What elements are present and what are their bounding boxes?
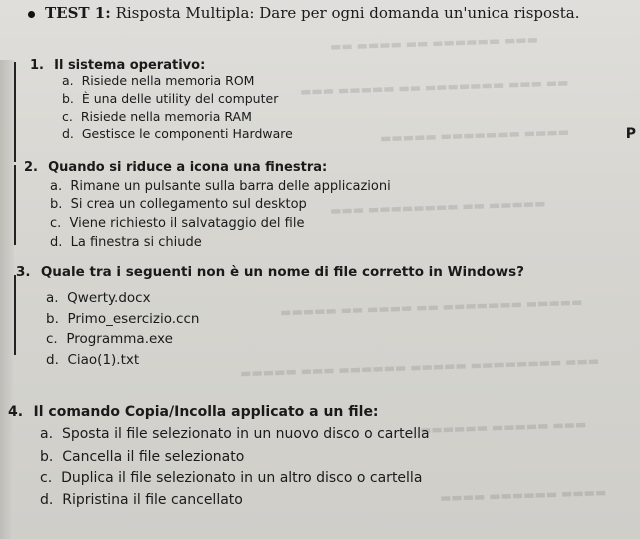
option-3a — [46, 290, 151, 306]
question-1 — [30, 58, 205, 73]
option-letter: a. — [50, 179, 63, 194]
bleed-through-text: ▬▬▬▬ ▬▬▬▬▬▬ ▬▬▬▬ — [439, 485, 607, 505]
option-text: Risiede nella memoria RAM — [80, 109, 252, 124]
option-letter: d. — [50, 235, 63, 250]
question-number: 3. — [16, 264, 31, 280]
question-number: 2. — [24, 160, 38, 175]
option-1d — [62, 126, 293, 141]
option-2a — [50, 179, 391, 194]
option-letter: a. — [62, 73, 74, 88]
option-text: Programma.exe — [66, 331, 173, 347]
option-letter: c. — [40, 470, 53, 486]
bleed-through-text: ▬▬▬▬▬ ▬▬ ▬▬▬▬ ▬▬ ▬▬▬▬▬▬▬ ▬▬▬▬▬ — [279, 294, 583, 320]
bleed-through-text: ▬▬▬ ▬▬▬▬▬▬▬▬ ▬▬ ▬▬▬▬▬ — [329, 196, 546, 218]
test-instruction: Risposta Multipla: Dare per ogni domanda un'unica risposta. — [115, 4, 580, 22]
option-letter: d. — [62, 126, 74, 141]
question-number: 4. — [8, 404, 24, 420]
option-text: La finestra si chiude — [70, 235, 202, 250]
option-text: Qwerty.docx — [67, 290, 151, 306]
option-2c — [50, 216, 304, 231]
bleed-through-text: ▬▬▬▬▬▬ ▬▬▬▬▬ ▬▬▬ — [419, 417, 587, 437]
margin-line — [14, 165, 16, 245]
test-label: TEST 1: — [45, 4, 111, 22]
option-text: Cancella il file selezionato — [62, 449, 245, 465]
option-4c — [40, 470, 422, 486]
option-letter: a. — [46, 290, 59, 306]
option-text: Rimane un pulsante sulla barra delle applicazioni — [70, 179, 391, 194]
option-letter: a. — [40, 426, 54, 442]
option-letter: d. — [46, 352, 59, 368]
question-text: Il sistema operativo: — [54, 58, 206, 73]
option-3b — [46, 311, 199, 327]
option-4b — [40, 449, 244, 465]
option-letter: b. — [46, 311, 59, 327]
option-letter: c. — [46, 331, 58, 347]
question-2 — [24, 160, 327, 175]
bleed-through-text: ▬▬▬▬▬ ▬▬▬▬▬▬▬ ▬▬▬▬ — [379, 124, 570, 146]
option-1c — [62, 109, 252, 124]
option-text: Primo_esercizio.ccn — [67, 311, 200, 327]
bleed-through-text: ▬▬ ▬▬▬▬ ▬▬ ▬▬▬▬▬▬ ▬▬▬ — [329, 32, 539, 54]
option-letter: d. — [40, 492, 54, 508]
option-text: Gestisce le componenti Hardware — [81, 126, 293, 141]
question-text: Quando si riduce a icona una finestra: — [48, 160, 328, 175]
option-text: Risiede nella memoria ROM — [81, 73, 255, 88]
option-text: Si crea un collegamento sul desktop — [70, 197, 307, 212]
option-3c — [46, 331, 173, 347]
option-2b — [50, 197, 307, 212]
option-text: Ciao(1).txt — [67, 352, 140, 368]
question-4 — [8, 404, 379, 420]
option-1a — [62, 73, 254, 88]
option-text: Sposta il file selezionato in un nuovo disco o cartella — [61, 426, 430, 442]
option-text: Viene richiesto il salvataggio del file — [69, 216, 305, 231]
option-4d — [40, 492, 243, 508]
page-left-edge — [0, 60, 14, 539]
option-text: Ripristina il file cancellato — [62, 492, 243, 508]
option-letter: b. — [50, 197, 63, 212]
question-text: Quale tra i seguenti non è un nome di file corretto in Windows? — [40, 264, 525, 280]
test-header — [28, 4, 580, 22]
margin-line — [14, 62, 16, 162]
bleed-through-text: ▬▬▬▬▬ ▬▬▬ ▬▬▬▬▬▬ ▬▬▬▬▬ ▬▬▬▬▬▬▬▬ ▬▬▬ — [239, 353, 600, 381]
question-text: Il comando Copia/Incolla applicato a un file: — [33, 404, 379, 420]
bullet-icon — [28, 11, 35, 18]
option-text: È una delle utility del computer — [81, 91, 279, 106]
option-letter: c. — [62, 109, 73, 124]
option-letter: b. — [62, 91, 74, 106]
option-1b — [62, 91, 278, 106]
question-3 — [16, 264, 524, 280]
option-letter: c. — [50, 216, 62, 231]
option-2d — [50, 235, 202, 250]
edge-mark: P — [625, 126, 636, 142]
option-3d — [46, 352, 139, 368]
margin-line — [14, 275, 16, 355]
option-text: Duplica il file selezionato in un altro disco o cartella — [61, 470, 423, 486]
option-4a — [40, 426, 430, 442]
bleed-through-text: ▬▬▬ ▬▬▬▬▬ ▬▬ ▬▬▬▬▬▬▬ ▬▬▬ ▬▬ — [299, 75, 569, 99]
question-number: 1. — [30, 58, 44, 73]
option-letter: b. — [40, 449, 54, 465]
